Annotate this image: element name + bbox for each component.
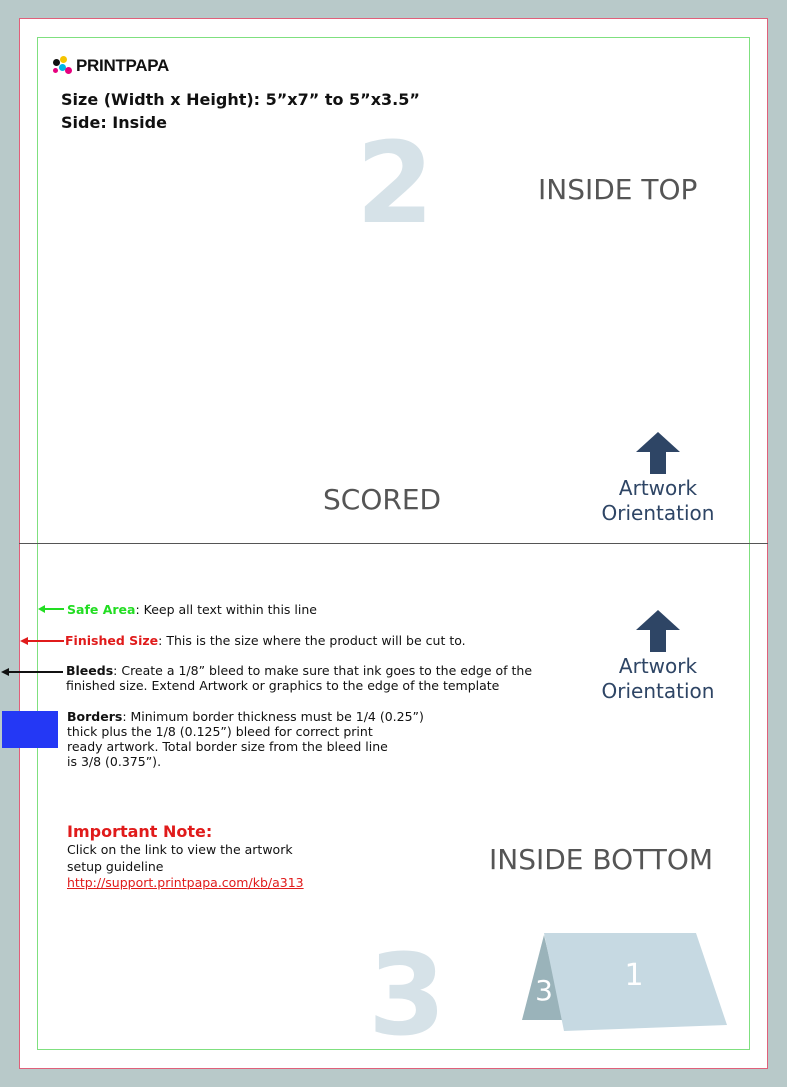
panel-number-top: 2 (356, 119, 434, 249)
legend-safe-area (67, 602, 317, 617)
legend-bleeds-desc2: finished size. Extend Artwork or graphics to the edge of the template (66, 678, 500, 693)
up-arrow-icon (636, 610, 680, 652)
printpapa-logo (53, 56, 169, 76)
note-line1: Click on the link to view the artwork (67, 842, 293, 857)
legend-borders (67, 709, 424, 724)
score-line (19, 543, 768, 544)
legend-bleeds (66, 663, 532, 678)
inside-top-label: INSIDE TOP (538, 173, 698, 206)
legend-bleeds-term: Bleeds (66, 663, 114, 678)
inside-bottom-label: INSIDE BOTTOM (489, 843, 714, 876)
logo-wordmark: PRINTPAPA (76, 56, 170, 75)
bleeds-arrow-icon (1, 667, 63, 677)
legend-borders-desc2: thick plus the 1/8 (0.125”) bleed for correct print (67, 724, 373, 739)
panel-number-bottom: 3 (368, 931, 446, 1061)
tent-front-label: 1 (624, 958, 644, 993)
finished-size-arrow-icon (20, 636, 64, 646)
legend-finished-term: Finished Size (65, 633, 159, 648)
legend-borders-desc4: is 3/8 (0.375”). (67, 754, 162, 769)
legend-safe-term: Safe Area (67, 602, 136, 617)
orientation-label-line1: Artwork (618, 476, 698, 500)
legend-borders-desc3: ready artwork. Total border size from the bleed line (67, 739, 388, 754)
orientation-label-line1: Artwork (618, 654, 698, 678)
legend-bleeds-desc1: : Create a 1/8” bleed to make sure that ink goes to the edge of the (113, 663, 533, 678)
support-link[interactable]: http://support.printpapa.com/kb/a313 (67, 875, 304, 890)
size-spec: Size (Width x Height): 5”x7” to 5”x3.5” (61, 90, 420, 109)
up-arrow-icon (636, 432, 680, 474)
legend-borders-desc1: : Minimum border thickness must be 1/4 (0.25”) (122, 709, 424, 724)
orientation-label-line2: Orientation (601, 679, 715, 703)
legend-finished-desc: : This is the size where the product will be cut to. (158, 633, 466, 648)
side-spec: Side: Inside (61, 113, 167, 132)
logo-dots-icon (53, 56, 75, 76)
legend-borders-term: Borders (67, 709, 123, 724)
scored-label: SCORED (323, 483, 442, 516)
important-note-text (67, 841, 327, 875)
note-line2: setup guideline (67, 859, 164, 874)
legend-finished-size (65, 633, 466, 648)
orientation-label-line2: Orientation (601, 501, 715, 525)
artwork-orientation-bottom (588, 610, 728, 704)
legend-safe-desc: : Keep all text within this line (135, 602, 317, 617)
tent-card-icon (520, 930, 730, 1035)
border-swatch (2, 711, 58, 748)
tent-back-label: 3 (535, 974, 553, 1007)
safe-area-arrow-icon (38, 604, 64, 614)
important-note-title: Important Note: (67, 822, 213, 841)
artwork-orientation-top (588, 432, 728, 526)
